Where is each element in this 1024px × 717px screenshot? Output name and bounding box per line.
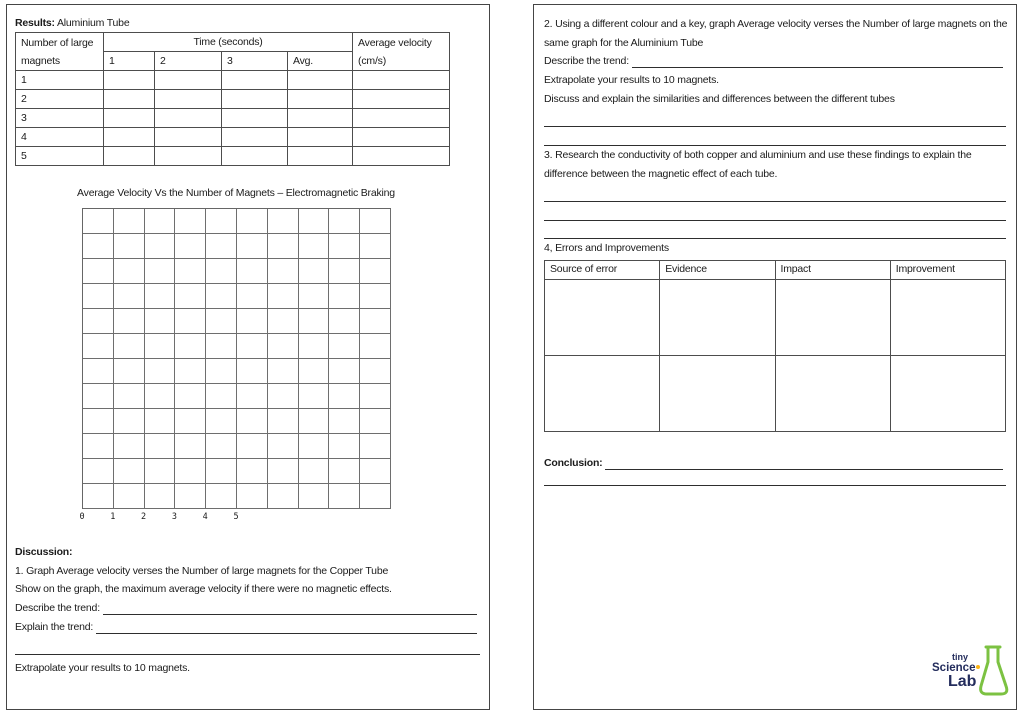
q2-discuss: Discuss and explain the similarities and differences between the different tubes	[544, 92, 895, 105]
discussion-q1-note: Show on the graph, the maximum average velocity if there were no magnetic effects.	[15, 583, 392, 596]
grid-cell	[206, 409, 237, 434]
q2-line1: 2. Using a different colour and a key, graph Average velocity verses the Number of large magnets on the	[544, 18, 1008, 30]
grid-cell	[329, 209, 360, 234]
logo-text-science: Science	[932, 662, 980, 674]
grid-cell	[299, 259, 330, 284]
grid-cell	[206, 284, 237, 309]
grid-cell	[83, 484, 114, 509]
grid-cell	[206, 309, 237, 334]
yellow-dot-icon	[976, 665, 980, 669]
grid-cell	[268, 234, 299, 259]
grid-cell	[299, 234, 330, 259]
grid-cell	[175, 334, 206, 359]
answer-blank	[544, 221, 1006, 240]
grid-cell	[114, 259, 145, 284]
grid-cell	[83, 284, 114, 309]
grid-cell	[268, 309, 299, 334]
grid-cell	[114, 284, 145, 309]
errors-col-source: Source of error	[545, 261, 660, 280]
grid-cell	[237, 259, 268, 284]
grid-cell	[175, 384, 206, 409]
worksheet-page-right	[533, 4, 1017, 710]
grid-cell	[329, 359, 360, 384]
table-row: 4	[16, 128, 450, 147]
grid-cell	[237, 384, 268, 409]
grid-cell	[268, 284, 299, 309]
grid-cell	[114, 309, 145, 334]
grid-cell	[299, 334, 330, 359]
grid-cell	[360, 484, 391, 509]
grid-cell	[237, 234, 268, 259]
errors-header-row	[545, 261, 1006, 280]
grid-cell	[175, 284, 206, 309]
grid-cell	[237, 309, 268, 334]
grid-cell	[206, 459, 237, 484]
x-tick-label: 0	[79, 512, 85, 522]
q3-line1: 3. Research the conductivity of both copper and aluminium and use these findings to explain the	[544, 148, 972, 161]
grid-cell	[268, 459, 299, 484]
q2-extrapolate: Extrapolate your results to 10 magnets.	[544, 74, 719, 87]
grid-cell	[329, 409, 360, 434]
results-value: Aluminium Tube	[56, 17, 130, 29]
grid-cell	[206, 334, 237, 359]
grid-cell	[83, 434, 114, 459]
grid-cell	[114, 484, 145, 509]
table-row: 5	[16, 147, 450, 166]
grid-cell	[206, 209, 237, 234]
grid-cell	[83, 459, 114, 484]
answer-blank	[103, 599, 477, 615]
grid-cell	[299, 284, 330, 309]
grid-cell	[329, 259, 360, 284]
answer-blank	[544, 202, 1006, 221]
grid-cell	[237, 359, 268, 384]
x-tick-label: 4	[202, 512, 208, 522]
grid-cell	[145, 284, 176, 309]
answer-blank	[632, 52, 1003, 68]
grid-cell	[360, 359, 391, 384]
grid-cell	[360, 284, 391, 309]
results-col-velocity: Average velocity (cm/s)	[353, 33, 450, 71]
grid-cell	[237, 484, 268, 509]
grid-cell	[360, 309, 391, 334]
grid-cell	[175, 459, 206, 484]
grid-cell	[299, 384, 330, 409]
grid-cell	[114, 409, 145, 434]
grid-cell	[145, 309, 176, 334]
x-tick-label: 5	[233, 512, 239, 522]
discussion-section	[15, 543, 480, 678]
results-table	[15, 32, 450, 166]
grid-cell	[206, 434, 237, 459]
table-row: 3	[16, 109, 450, 128]
q3-line2: difference between the magnetic effect of each tube.	[544, 167, 778, 180]
discussion-heading: Discussion:	[15, 546, 73, 558]
answer-blank	[544, 109, 1006, 128]
explain-trend-line: Explain the trend:	[15, 618, 480, 637]
grid-cell	[114, 234, 145, 259]
grid-cell	[237, 334, 268, 359]
grid-cell	[175, 259, 206, 284]
discussion-q1: 1. Graph Average velocity verses the Number of large magnets for the Copper Tube	[15, 564, 389, 577]
grid-cell	[175, 434, 206, 459]
grid-cell	[175, 409, 206, 434]
grid-cell	[329, 284, 360, 309]
grid-cell	[329, 384, 360, 409]
q2-describe-line: Describe the trend:	[544, 52, 1006, 71]
grid-cell	[268, 434, 299, 459]
worksheet-page-left	[6, 4, 490, 710]
grid-cell	[299, 309, 330, 334]
grid-cell	[268, 409, 299, 434]
errors-col-impact: Impact	[775, 261, 890, 280]
errors-table	[544, 260, 1006, 432]
grid-cell	[268, 384, 299, 409]
grid-cell	[299, 434, 330, 459]
grid-cell	[268, 484, 299, 509]
grid-cell	[206, 259, 237, 284]
grid-cell	[299, 459, 330, 484]
grid-cell	[145, 484, 176, 509]
chart-title: Average Velocity Vs the Number of Magnets – Electromagnetic Braking	[77, 187, 395, 199]
grid-cell	[268, 334, 299, 359]
subcol-trial2: 2	[155, 52, 222, 71]
table-row: 1	[16, 71, 450, 90]
grid-cell	[114, 334, 145, 359]
grid-cell	[83, 334, 114, 359]
grid-cell	[83, 384, 114, 409]
grid-cell	[175, 484, 206, 509]
grid-cell	[175, 359, 206, 384]
x-tick-label: 2	[141, 512, 147, 522]
grid-cell	[329, 459, 360, 484]
table-row	[545, 280, 1006, 356]
grid-cell	[145, 359, 176, 384]
logo-text-tiny: tiny	[952, 652, 969, 662]
grid-cell	[206, 359, 237, 384]
grid-cell	[329, 484, 360, 509]
answer-blank	[605, 454, 1003, 470]
flask-icon	[978, 644, 1010, 700]
grid-cell	[268, 359, 299, 384]
answer-blank	[544, 127, 1006, 146]
grid-cell	[299, 409, 330, 434]
grid-cell	[83, 409, 114, 434]
grid-cell	[237, 459, 268, 484]
grid-cell	[360, 334, 391, 359]
answer-blank	[544, 183, 1006, 202]
grid-cell	[360, 384, 391, 409]
answer-blank	[544, 473, 1006, 486]
subcol-avg: Avg.	[288, 52, 353, 71]
grid-cell	[237, 284, 268, 309]
grid-cell	[299, 484, 330, 509]
results-heading	[15, 14, 129, 33]
grid-cell	[114, 459, 145, 484]
conclusion-line: Conclusion:	[544, 454, 1006, 473]
errors-col-evidence: Evidence	[660, 261, 775, 280]
graph-paper-grid	[82, 208, 391, 509]
grid-cell	[299, 209, 330, 234]
grid-cell	[360, 459, 391, 484]
grid-cell	[329, 309, 360, 334]
extrapolate-line: Extrapolate your results to 10 magnets.	[15, 662, 190, 675]
grid-cell	[114, 359, 145, 384]
grid-cell	[237, 434, 268, 459]
grid-cell	[206, 484, 237, 509]
grid-cell	[360, 209, 391, 234]
answer-blank	[96, 618, 477, 634]
grid-cell	[206, 234, 237, 259]
grid-cell	[329, 334, 360, 359]
subcol-trial1: 1	[104, 52, 155, 71]
grid-cell	[83, 359, 114, 384]
table-row: 2	[16, 90, 450, 109]
errors-col-improvement: Improvement	[890, 261, 1005, 280]
subcol-trial3: 3	[222, 52, 288, 71]
results-col-time: Time (seconds)	[104, 33, 353, 52]
grid-cell	[145, 259, 176, 284]
grid-cell	[145, 409, 176, 434]
describe-trend-line: Describe the trend:	[15, 599, 480, 618]
grid-cell	[145, 459, 176, 484]
x-tick-label: 1	[110, 512, 116, 522]
grid-cell	[145, 209, 176, 234]
grid-cell	[237, 409, 268, 434]
grid-cell	[175, 234, 206, 259]
grid-cell	[83, 234, 114, 259]
grid-cell	[114, 434, 145, 459]
grid-cell	[268, 259, 299, 284]
grid-cell	[114, 384, 145, 409]
grid-cell	[145, 334, 176, 359]
table-row	[545, 356, 1006, 432]
x-axis-ticks	[7, 512, 465, 524]
grid-cell	[268, 209, 299, 234]
grid-cell	[114, 209, 145, 234]
q4-heading: 4, Errors and Improvements	[544, 242, 669, 255]
grid-cell	[175, 309, 206, 334]
grid-cell	[237, 209, 268, 234]
results-label: Results:	[15, 17, 55, 29]
grid-cell	[329, 434, 360, 459]
grid-cell	[83, 259, 114, 284]
grid-cell	[206, 384, 237, 409]
grid-cell	[360, 234, 391, 259]
tiny-science-lab-logo	[928, 640, 1010, 700]
grid-cell	[145, 434, 176, 459]
grid-cell	[145, 234, 176, 259]
grid-cell	[360, 259, 391, 284]
grid-cell	[360, 409, 391, 434]
results-col-magnets: Number of large magnets	[16, 33, 104, 71]
grid-cell	[145, 384, 176, 409]
grid-cell	[299, 359, 330, 384]
x-tick-label: 3	[171, 512, 177, 522]
grid-cell	[329, 234, 360, 259]
right-page-content	[544, 15, 1006, 486]
answer-blank	[15, 637, 480, 656]
grid-cell	[83, 209, 114, 234]
grid-cell	[175, 209, 206, 234]
logo-text-lab: Lab	[948, 673, 977, 690]
q2-line2: same graph for the Aluminium Tube	[544, 36, 704, 49]
grid-cell	[360, 434, 391, 459]
grid-cell	[83, 309, 114, 334]
